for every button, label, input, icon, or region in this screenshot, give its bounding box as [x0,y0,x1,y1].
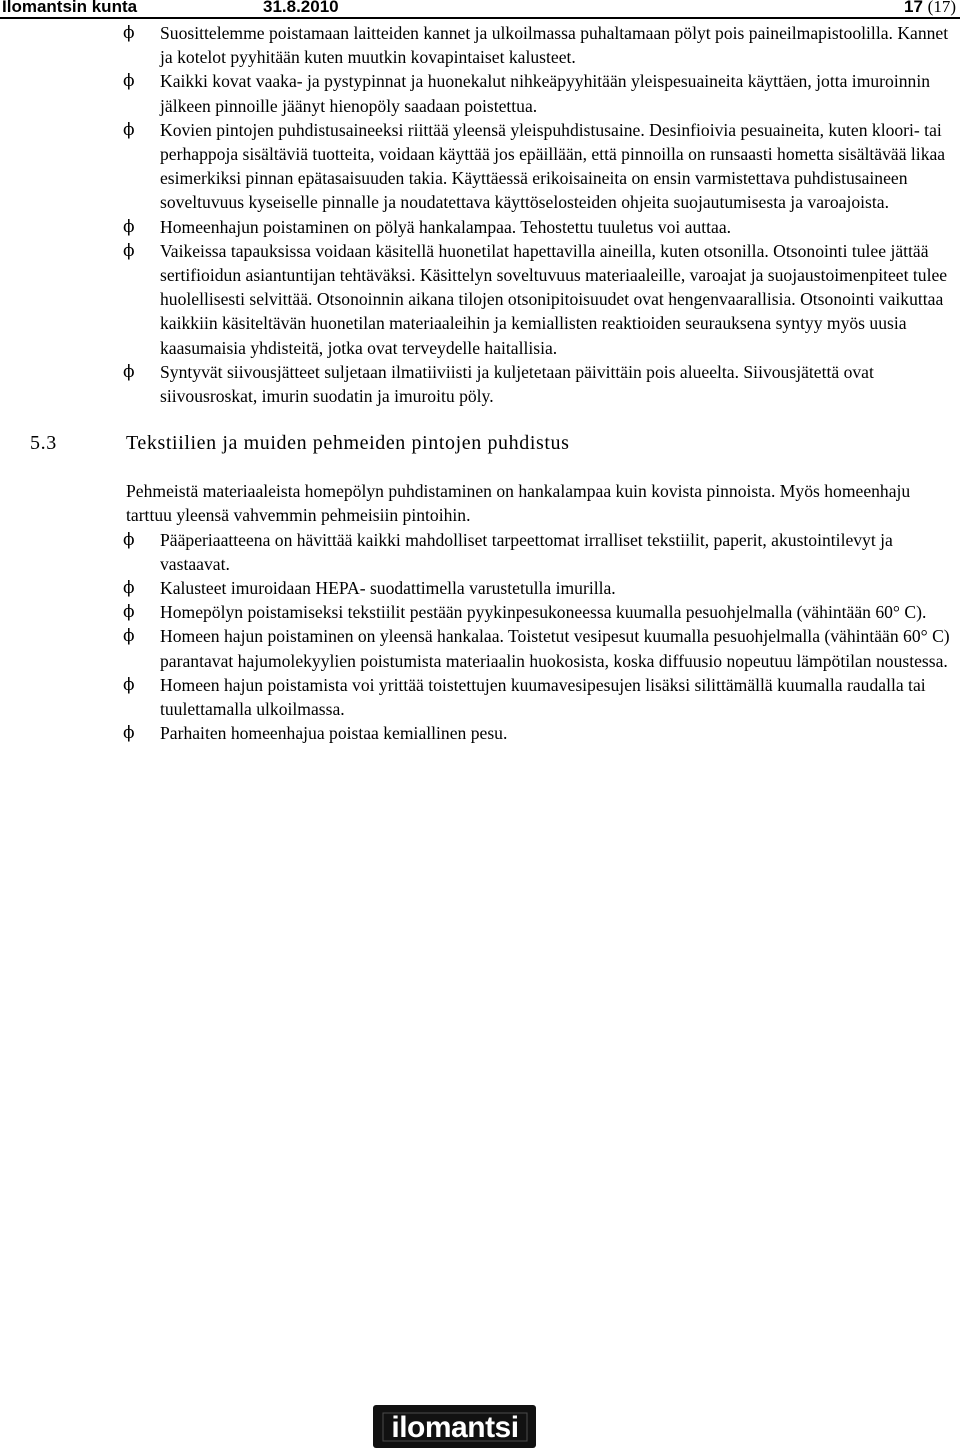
list-item [0,528,960,576]
list-item [0,69,960,117]
logo-text: ilomantsi [390,1410,519,1444]
list-item [0,576,960,600]
organization-name: Ilomantsin kunta [2,0,138,16]
document-date: 31.8.2010 [263,0,339,16]
list-item [0,118,960,215]
bullet-icon: ϕ [123,23,135,43]
bullet-icon: ϕ [123,529,135,550]
section-title: Tekstiilien ja muiden pehmeiden pintojen puhdistus [126,432,570,455]
list-item-text: Syntyvät siivousjätteet suljetaan ilmatiiviisti ja kuljetetaan päivittäin pois alueelta. Siivousjätettä ovat siivousroskat, imurin suodatin ja imuroitu pöly. [160,361,874,407]
list-item-text: Pääperiaatteena on hävittää kaikki mahdolliset tarpeettomat irralliset tekstiilit, paperit, akustointilevyt ja vastaavat. [160,529,893,574]
list-item-text: Homeenhajun poistaminen on pölyä hankalampaa. Tehostettu tuuletus voi auttaa. [160,216,732,237]
bullet-list-soft-surfaces [0,528,960,746]
bullet-list-hard-surfaces [0,21,960,408]
section-intro: Pehmeistä materiaaleista homepölyn puhdistaminen on hankalampaa kuin kovista pinnoista. Myös homeenhaju tarttuu yleensä vahvemmin pehmeisiin pintoihin. [126,481,911,526]
bullet-icon: ϕ [123,674,135,695]
list-item-text: Homeen hajun poistamista voi yrittää toistettujen kuumavesipesujen lisäksi silittämällä kuumalla raudalla tai tuulettamalla ulkoilmassa. [160,674,926,720]
section-number: 5.3 [30,432,57,455]
ilomantsi-logo [373,1405,536,1448]
list-item [0,721,960,745]
bullet-icon: ϕ [123,240,135,261]
page-number [904,0,956,15]
page-current: 17 [904,0,923,16]
list-item-text: Kaikki kovat vaaka- ja pystypinnat ja huonekalut nihkeäpyyhitään yleispesuaineita käyttäen, jotta imuroinnin jälkeen pinnoille jäänyt hienopöly saadaan poistettua. [160,71,931,116]
list-item-text: Homepölyn poistamiseksi tekstiilit pestään pyykinpesukoneessa kuumalla pesuohjelmalla (vähintään 60° C). [160,602,927,623]
bullet-icon: ϕ [123,119,135,140]
list-item-text: Suosittelemme poistamaan laitteiden kannet ja ulkoilmassa puhaltamaan pölyt pois paineilmapistoolilla. Kannet ja kotelot pyyhitään kuten muutkin kovapintaiset kalusteet. [160,23,949,68]
list-item [0,673,960,721]
page-total: (17) [927,0,956,16]
bullet-icon: ϕ [123,578,135,599]
list-item-text: Kalusteet imuroidaan HEPA- suodattimella varustetulla imurilla. [160,578,616,599]
bullet-icon: ϕ [123,602,135,623]
list-item-text: Kovien pintojen puhdistusaineeksi riittää yleensä yleispuhdistusaine. Desinfioivia pesuaineita, kuten kloori- tai perhappoja sisältäviä tuotteita, voidaan käyttää jos epäillään, että pinnoilla on runsaasti hometta sisältävää likaa esimerkiksi pinnan epätasaisuuden takia. Käyttäessä erikoisaineita on ensin varmistettava puhdistusaineen soveltuvuus kyseiselle pinnalle ja noudatettava käyttöselosteiden ohjeita suojautumisesta ja varoajoista. [160,119,946,213]
list-item [0,21,960,69]
list-item [0,239,960,360]
section-heading [0,427,960,459]
list-item-text: Parhaiten homeenhajua poistaa kemiallinen pesu. [160,723,508,744]
bullet-icon: ϕ [123,216,135,237]
list-item [0,215,960,239]
list-item [0,624,960,672]
list-item-text: Homeen hajun poistaminen on yleensä hankalaa. Toistetut vesipesut kuumalla pesuohjelmalla (vähintään 60° C) parantavat hajumolekyylien poistumista materiaalin huokosista, koska diffuusio nopeutuu lämpötilan noustessa. [160,626,950,671]
bullet-icon: ϕ [123,361,135,382]
document-body [0,21,960,745]
bullet-icon: ϕ [123,626,135,647]
bullet-icon: ϕ [123,71,135,92]
bullet-icon: ϕ [123,723,135,744]
list-item [0,600,960,624]
list-item-text: Vaikeissa tapauksissa voidaan käsitellä huonetilat hapettavilla aineilla, kuten otsonilla. Otsonointi tulee jättää sertifioidun asiantuntijan tehtäväksi. Käsittelyn soveltuvuus materiaaleille, varoajat ja suojaustoimenpiteet tulee huolellisesti selvittää. Otsonoinnin aikana tilojen otsonipitoisuudet ovat hengenvaarallisia. Otsonointi vaikuttaa kaikkiin käsiteltävän huonetilan materiaaleihin ja kemiallisten reaktioiden seurauksena syntyy myös uusia kaasumaisia yhdisteitä, jotka ovat terveydelle haitallisia. [160,240,948,358]
page-header [0,0,960,16]
list-item [0,360,960,408]
header-rule [0,17,960,19]
logo-wordmark-icon [380,1408,530,1446]
